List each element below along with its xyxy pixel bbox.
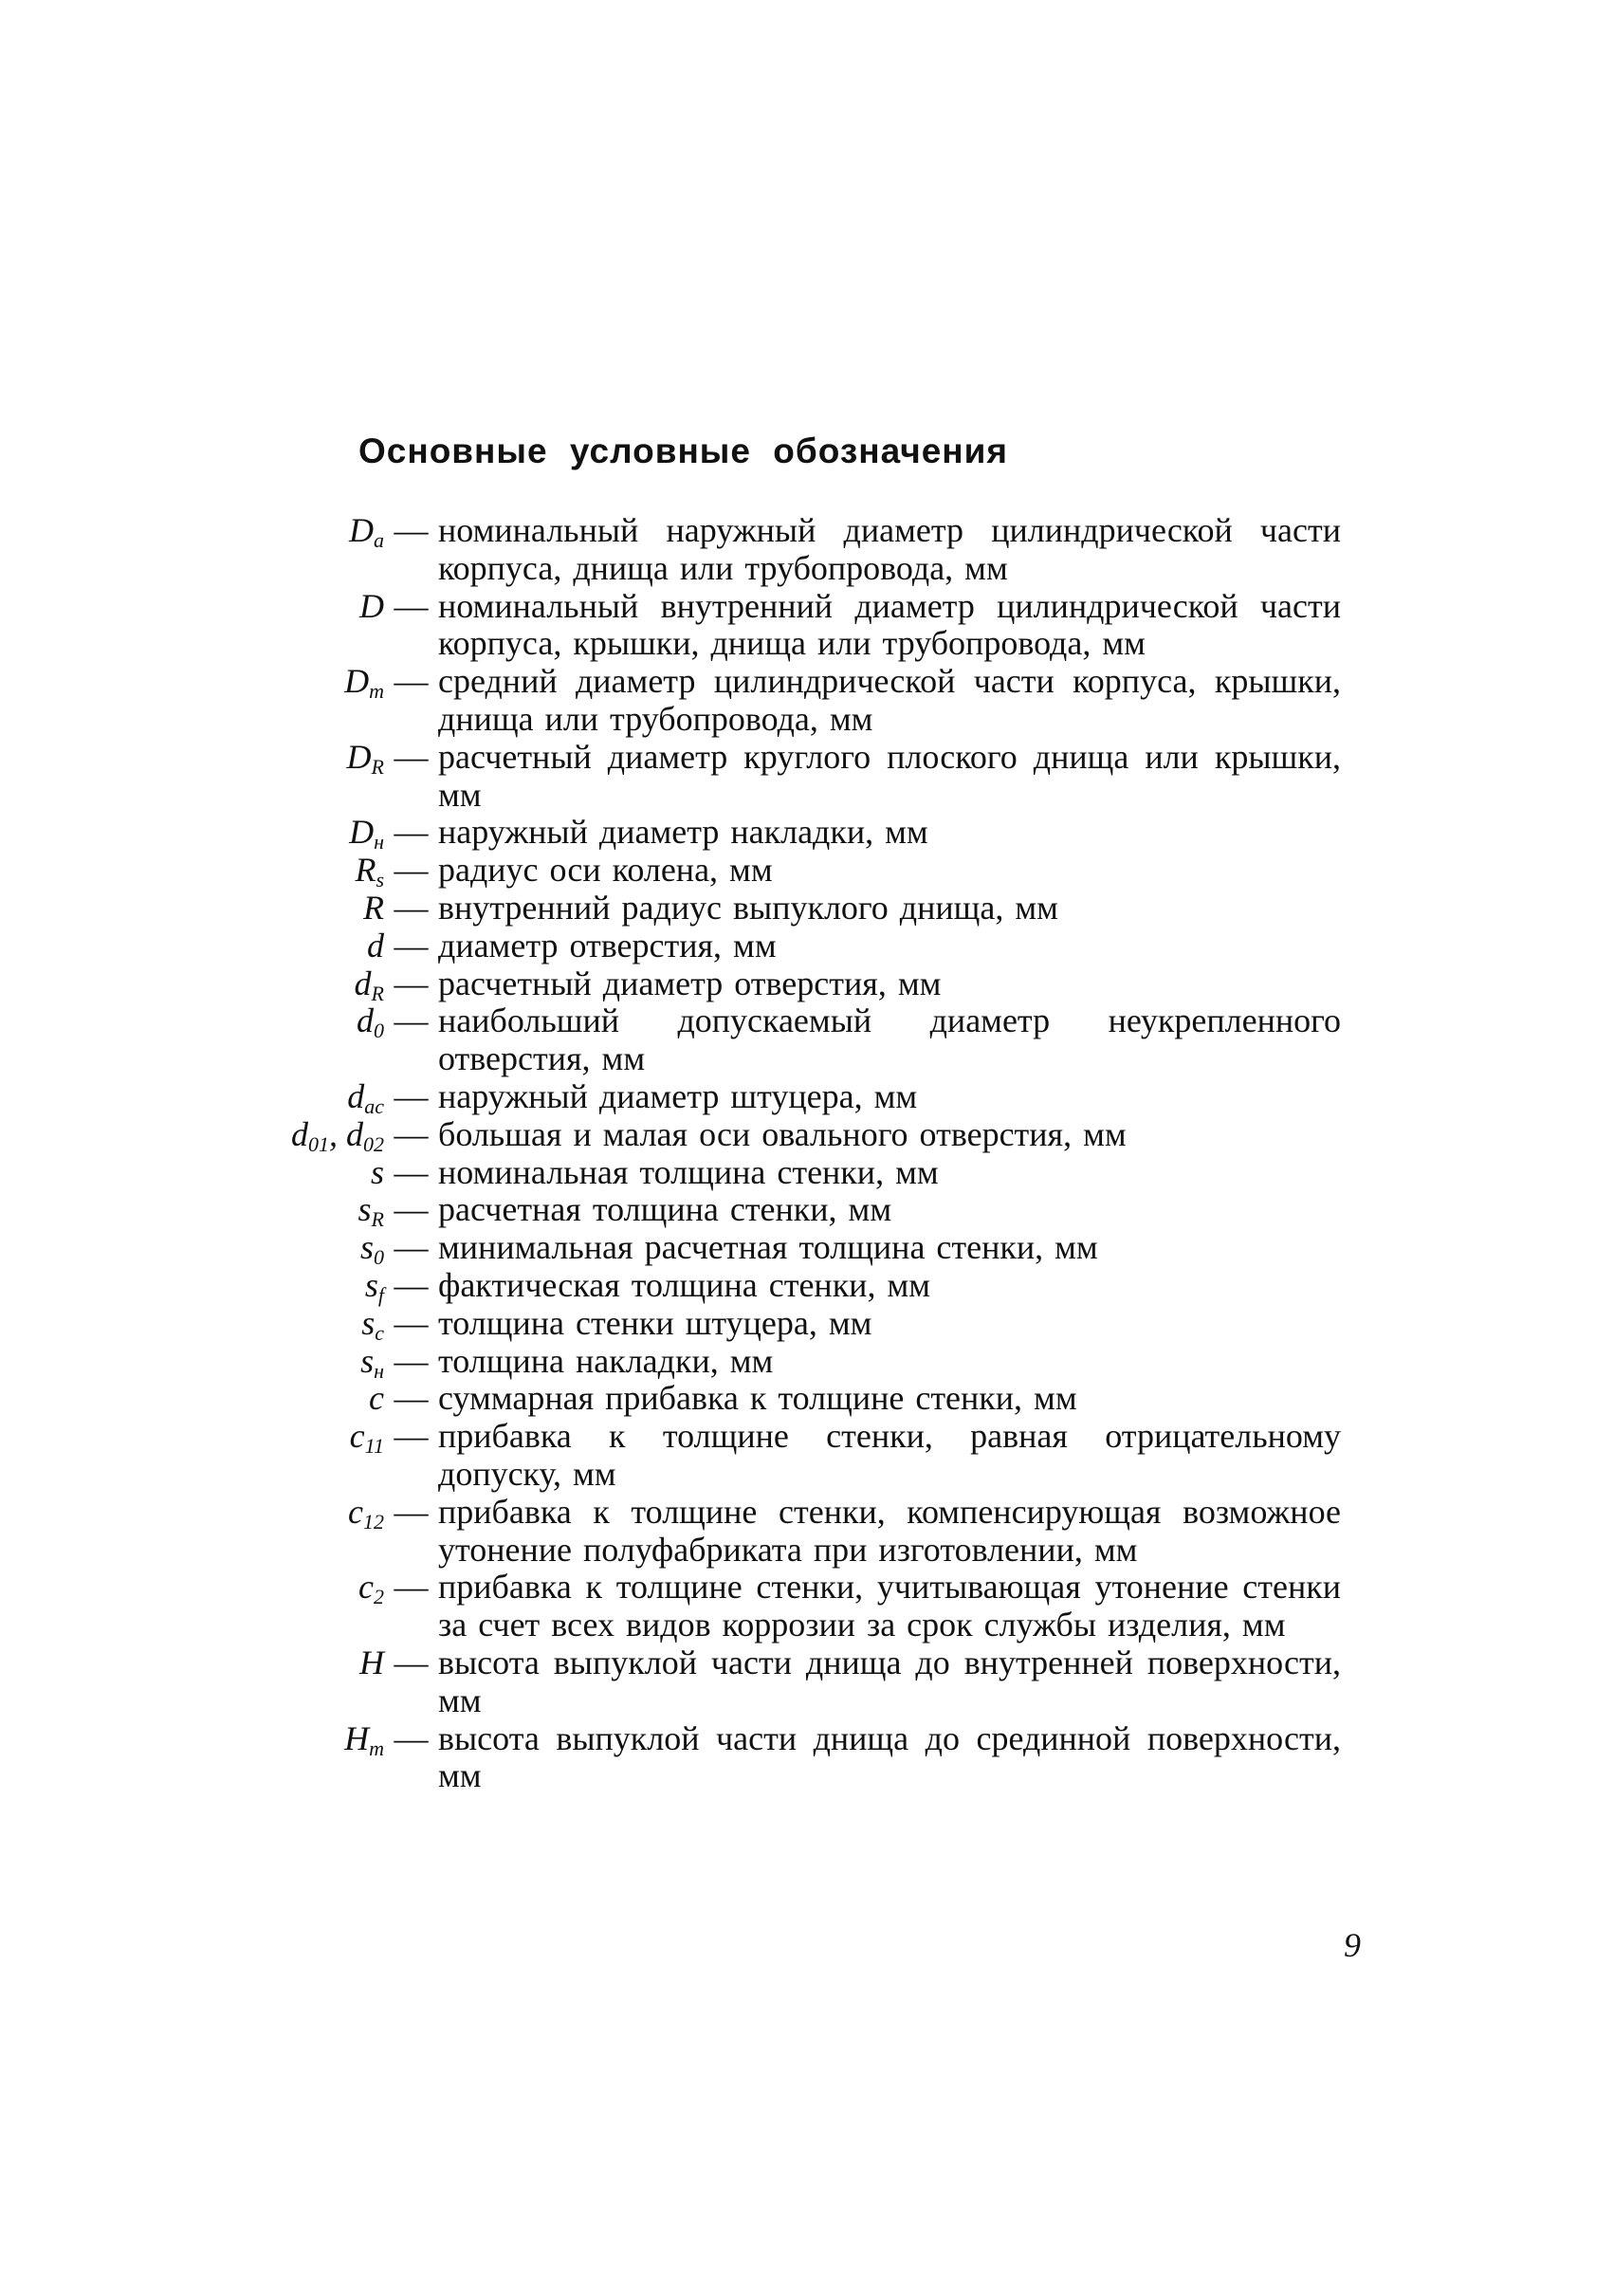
- em-dash: —: [394, 1379, 429, 1418]
- symbol-subscript: s: [376, 868, 384, 892]
- notation-description: расчетный диаметр отверстия, мм: [438, 964, 942, 1002]
- notation-description: номинальный наружный диаметр цилиндрической части корпуса, днища или трубопровода, мм: [438, 511, 1341, 587]
- em-dash: —: [394, 1303, 429, 1342]
- symbol-subscript: н: [374, 830, 384, 854]
- notation-symbol: [0, 512, 384, 550]
- em-dash: —: [394, 1265, 429, 1304]
- symbol-base: d: [347, 1076, 365, 1115]
- em-dash: —: [394, 1643, 429, 1681]
- symbol-subscript: ас: [364, 1093, 384, 1118]
- em-dash: —: [394, 1076, 429, 1115]
- notation-entry: [0, 1494, 1614, 1570]
- notation-symbol: [0, 1380, 384, 1418]
- notation-symbol: [0, 1644, 384, 1682]
- notation-entry: [0, 1002, 1614, 1078]
- notation-symbol: [0, 1190, 384, 1232]
- symbol-subscript: 2: [374, 1585, 384, 1609]
- notation-description: номинальный внутренний диаметр цилиндрической части корпуса, крышки, днища или трубопровода, мм: [438, 586, 1341, 663]
- symbol-base: d: [291, 1114, 308, 1153]
- notation-description: наружный диаметр штуцера, мм: [438, 1076, 918, 1115]
- em-dash: —: [394, 1417, 429, 1456]
- notation-entry: [0, 1190, 1614, 1232]
- notation-symbol: [0, 890, 384, 928]
- symbol-base: s: [364, 1265, 378, 1304]
- symbol-subscript: 0: [374, 1019, 384, 1043]
- notation-symbol: [0, 928, 384, 965]
- symbol-base: c: [358, 1568, 374, 1607]
- notation-description: расчетный диаметр круглого плоского днища или крышки, мм: [438, 737, 1341, 814]
- notation-entry: [0, 928, 1614, 965]
- notation-description: фактическая толщина стенки, мм: [438, 1265, 931, 1304]
- notation-entry: [0, 663, 1614, 739]
- notation-symbol: [0, 1417, 384, 1459]
- symbol-subscript: c: [375, 1320, 384, 1345]
- em-dash: —: [394, 813, 429, 852]
- symbol-base: s: [370, 1152, 384, 1191]
- notation-symbol: [0, 1267, 384, 1305]
- em-dash: —: [394, 1718, 429, 1757]
- symbol-subscript: R: [371, 981, 384, 1005]
- notation-entry: [0, 1267, 1614, 1305]
- symbol-base: s: [358, 1190, 372, 1229]
- symbol-base: d: [346, 1114, 363, 1153]
- notation-description: высота выпуклой части днища до срединной поверхности, мм: [438, 1718, 1341, 1795]
- notation-description: высота выпуклой части днища до внутренней поверхности, мм: [438, 1643, 1341, 1719]
- notation-entry: [0, 1418, 1614, 1494]
- symbol-base: D: [349, 511, 374, 549]
- notation-description: прибавка к толщине стенки, равная отрицательному допуску, мм: [438, 1417, 1341, 1493]
- notation-symbol: [0, 588, 384, 626]
- symbol-base: c: [349, 1417, 365, 1456]
- symbol-base: D: [344, 662, 370, 701]
- symbol-base: d: [357, 1001, 374, 1040]
- symbol-subscript: 01: [308, 1131, 329, 1156]
- notation-entry: [0, 1569, 1614, 1644]
- notation-description: наибольший допускаемый диаметр неукрепленного отверстия, мм: [438, 1001, 1341, 1078]
- notation-symbol: [0, 1078, 384, 1116]
- em-dash: —: [394, 851, 429, 890]
- symbol-subscript: m: [369, 679, 384, 704]
- notation-symbol: [0, 662, 384, 704]
- notation-symbol: [0, 1569, 384, 1607]
- notation-symbol: [0, 1494, 384, 1532]
- symbol-base: d: [367, 926, 384, 964]
- notation-symbol: $d_{01}$, $d_{02}$: [291, 1114, 384, 1156]
- notation-description: расчетная толщина стенки, мм: [438, 1190, 892, 1229]
- em-dash: —: [394, 662, 429, 701]
- notation-symbol: [0, 965, 384, 1003]
- em-dash: —: [394, 511, 429, 549]
- notation-symbol: [0, 852, 384, 890]
- notation-symbol: [0, 1343, 384, 1381]
- notation-symbol: [0, 1001, 384, 1043]
- notation-description: диаметр отверстия, мм: [438, 926, 777, 964]
- notation-symbol: [0, 739, 384, 777]
- em-dash: —: [394, 926, 429, 964]
- notation-description: радиус оси колена, мм: [438, 851, 773, 890]
- notation-entry: [0, 1228, 1614, 1270]
- notation-entry: [0, 890, 1614, 928]
- notation-description: средний диаметр цилиндрической части корпуса, крышки, днища или трубопровода, мм: [438, 662, 1341, 738]
- symbol-base: s: [360, 1341, 375, 1380]
- symbol-base: c: [369, 1379, 384, 1418]
- em-dash: —: [394, 1492, 429, 1531]
- symbol-subscript: f: [377, 1282, 384, 1307]
- notation-symbol: [0, 814, 384, 852]
- notation-description: номинальная толщина стенки, мм: [438, 1152, 939, 1191]
- notation-entry: [0, 1116, 1614, 1154]
- page-number: 9: [1344, 1926, 1361, 1964]
- notation-entry: [0, 1720, 1614, 1796]
- notation-description: наружный диаметр накладки, мм: [438, 813, 928, 852]
- em-dash: —: [394, 737, 429, 776]
- symbol-subscript: н: [374, 1358, 384, 1383]
- symbol-base: d: [354, 964, 372, 1002]
- symbol-subscript: 12: [363, 1509, 384, 1534]
- notation-entry: [0, 1380, 1614, 1418]
- symbol-base: s: [361, 1303, 376, 1342]
- symbol-base: R: [363, 888, 384, 927]
- notation-entry: [0, 512, 1614, 588]
- notation-entry: [0, 852, 1614, 890]
- em-dash: —: [394, 1568, 429, 1607]
- notation-description: минимальная расчетная толщина стенки, мм: [438, 1228, 1098, 1267]
- em-dash: —: [394, 1228, 429, 1267]
- notation-description: большая и малая оси овального отверстия, мм: [438, 1114, 1127, 1153]
- symbol-base: H: [344, 1718, 370, 1757]
- em-dash: —: [394, 1341, 429, 1380]
- notation-entry: [0, 1644, 1614, 1720]
- em-dash: —: [394, 1114, 429, 1153]
- notation-symbol: [0, 1154, 384, 1192]
- symbol-base: D: [359, 586, 384, 625]
- symbol-base: s: [359, 1228, 374, 1267]
- symbol-subscript: m: [369, 1736, 384, 1760]
- section-heading: Основные условные обозначения: [358, 432, 1008, 470]
- em-dash: —: [394, 964, 429, 1002]
- symbol-subscript: 0: [374, 1245, 384, 1270]
- symbol-base: H: [359, 1643, 384, 1681]
- notation-entry: [0, 1305, 1614, 1343]
- symbol-base: R: [355, 851, 376, 890]
- notation-description: прибавка к толщине стенки, компенсирующая возможное утонение полуфабриката при изготовлении, мм: [438, 1492, 1341, 1569]
- symbol-subscript: a: [374, 528, 384, 552]
- notation-entry: [0, 588, 1614, 664]
- notation-symbol: [0, 1305, 384, 1343]
- symbol-subscript: R: [371, 754, 384, 779]
- em-dash: —: [394, 586, 429, 625]
- notation-entry: [0, 1343, 1614, 1381]
- symbol-base: D: [349, 813, 375, 852]
- em-dash: —: [394, 888, 429, 927]
- notation-description: толщина накладки, мм: [438, 1341, 774, 1380]
- em-dash: —: [394, 1190, 429, 1229]
- symbol-base: D: [346, 737, 372, 776]
- notation-description: прибавка к толщине стенки, учитывающая утонение стенки за счет всех видов коррозии за срок службы изделия, мм: [438, 1568, 1341, 1644]
- em-dash: —: [394, 1152, 429, 1191]
- notation-description: внутренний радиус выпуклого днища, мм: [438, 888, 1058, 927]
- notation-list: [0, 512, 1614, 1795]
- symbol-subscript: 02: [363, 1131, 384, 1156]
- notation-entry: [0, 739, 1614, 815]
- notation-symbol: [0, 1228, 384, 1270]
- symbol-base: c: [348, 1492, 363, 1531]
- symbol-subscript: 11: [364, 1434, 384, 1459]
- notation-entry: [0, 1154, 1614, 1192]
- notation-entry: [0, 965, 1614, 1003]
- notation-entry: [0, 814, 1614, 852]
- notation-description: толщина стенки штуцера, мм: [438, 1303, 872, 1342]
- symbol-subscript: R: [371, 1207, 384, 1232]
- notation-symbol: [0, 1720, 384, 1758]
- notation-entry: [0, 1078, 1614, 1116]
- notation-description: суммарная прибавка к толщине стенки, мм: [438, 1379, 1077, 1418]
- em-dash: —: [394, 1001, 429, 1040]
